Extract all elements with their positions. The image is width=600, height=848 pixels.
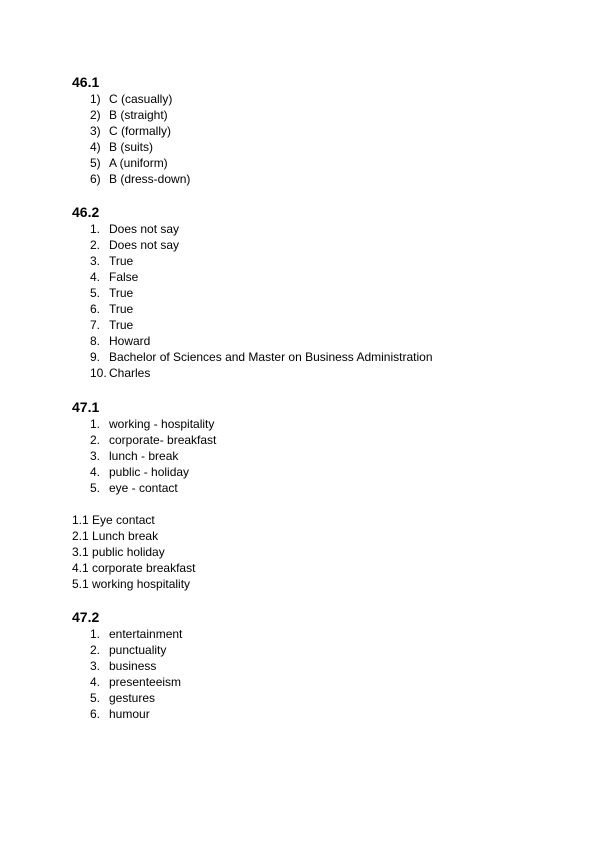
item-text: False [109, 270, 139, 284]
item-number: 1. [90, 417, 101, 431]
answer-list [72, 91, 542, 187]
item-number: 4) [90, 140, 101, 154]
item-text: Bachelor of Sciences and Master on Business Administration [109, 350, 433, 364]
item-number: 7. [90, 318, 101, 332]
item-text: True [109, 286, 134, 300]
section-47-1 [72, 398, 542, 496]
list-item [72, 658, 542, 674]
answer-list [72, 626, 542, 722]
item-text: public - holiday [109, 465, 190, 479]
item-number: 3. [90, 254, 101, 268]
item-number: 4. [90, 465, 101, 479]
item-text: C (formally) [109, 124, 171, 138]
item-text: lunch - break [109, 449, 179, 463]
item-text: Howard [109, 334, 151, 348]
list-item: 1.1 Eye contact [72, 513, 155, 527]
list-item [72, 285, 542, 301]
item-number: 1. [90, 222, 101, 236]
item-number: 4. [90, 675, 101, 689]
section-46-1 [72, 73, 542, 187]
list-item [72, 464, 542, 480]
list-item [72, 317, 542, 333]
item-text: entertainment [109, 627, 183, 641]
list-item [72, 432, 542, 448]
item-number: 3. [90, 659, 101, 673]
item-text: True [109, 302, 134, 316]
item-number: 1. [90, 627, 101, 641]
item-text: B (dress-down) [109, 172, 191, 186]
item-number: 5. [90, 286, 101, 300]
section-heading: 46.2 [72, 204, 100, 220]
list-item [72, 221, 542, 237]
item-text: Does not say [109, 238, 180, 252]
item-text: working - hospitality [109, 417, 215, 431]
item-number: 2. [90, 238, 101, 252]
item-text: presenteeism [109, 675, 182, 689]
list-item [72, 123, 542, 139]
item-number: 6. [90, 302, 101, 316]
list-item [72, 107, 542, 123]
item-text: humour [109, 707, 150, 721]
item-number: 5. [90, 691, 101, 705]
item-text: business [109, 659, 157, 673]
list-item [72, 416, 542, 432]
list-item: 2.1 Lunch break [72, 529, 159, 543]
item-number: 5. [90, 481, 101, 495]
item-number: 10. [90, 366, 107, 380]
item-number: 1) [90, 92, 101, 106]
list-item [72, 448, 542, 464]
list-item [72, 155, 542, 171]
list-item [72, 171, 542, 187]
item-text: B (suits) [109, 140, 154, 154]
list-item [72, 301, 542, 317]
item-text: punctuality [109, 643, 167, 657]
list-item [72, 690, 542, 706]
item-text: A (uniform) [109, 156, 168, 170]
item-number: 6. [90, 707, 101, 721]
list-item [72, 674, 542, 690]
list-item: 4.1 corporate breakfast [72, 561, 196, 575]
list-item [72, 269, 542, 285]
item-number: 2. [90, 643, 101, 657]
item-number: 5) [90, 156, 101, 170]
section-heading: 47.2 [72, 609, 100, 625]
section-46-2 [72, 203, 542, 381]
answer-list [72, 416, 542, 496]
item-number: 3) [90, 124, 101, 138]
list-item: 5.1 working hospitality [72, 577, 191, 591]
list-item [72, 626, 542, 642]
item-text: gestures [109, 691, 156, 705]
item-number: 6) [90, 172, 101, 186]
list-item [72, 706, 542, 722]
item-text: Charles [109, 366, 151, 380]
section-47-2 [72, 608, 542, 722]
list-item [72, 139, 542, 155]
answer-list [72, 221, 542, 381]
item-number: 9. [90, 350, 101, 364]
list-item [72, 237, 542, 253]
item-text: True [109, 254, 134, 268]
list-item [72, 333, 542, 349]
item-number: 3. [90, 449, 101, 463]
section-heading: 47.1 [72, 399, 100, 415]
item-text: eye - contact [109, 481, 178, 495]
item-text: C (casually) [109, 92, 173, 106]
list-item: 3.1 public holiday [72, 545, 165, 559]
item-text: corporate- breakfast [109, 433, 217, 447]
item-text: True [109, 318, 134, 332]
list-item [72, 365, 542, 381]
item-number: 2) [90, 108, 101, 122]
list-item [72, 349, 542, 365]
list-item [72, 253, 542, 269]
list-item [72, 91, 542, 107]
section-heading: 46.1 [72, 74, 100, 90]
compound-nouns-list [72, 512, 542, 592]
item-number: 2. [90, 433, 101, 447]
list-item [72, 480, 542, 496]
item-text: B (straight) [109, 108, 168, 122]
item-number: 8. [90, 334, 101, 348]
item-text: Does not say [109, 222, 180, 236]
list-item [72, 642, 542, 658]
item-number: 4. [90, 270, 101, 284]
